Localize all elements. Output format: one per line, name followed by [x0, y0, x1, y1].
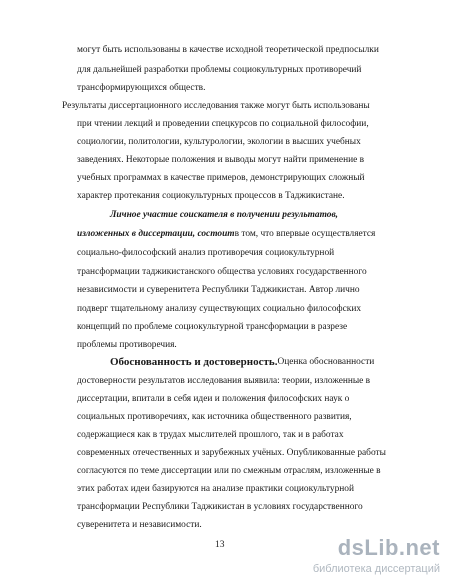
page-number: 13 [215, 540, 225, 550]
text-line: трансформирующихся обществ. [77, 83, 206, 93]
text-line: концепций по проблеме социокультурной трансформации в разрезе [77, 322, 348, 332]
text-line: этих работах идеи базируются на анализе практики социокультурной [77, 484, 354, 494]
watermark [300, 535, 450, 582]
text-line: социологии, политологии, культурологии, экологии в высших учебных [77, 137, 361, 147]
text-line: независимости и суверенитета Республики Таджикистан. Автор лично [77, 285, 360, 295]
watermark-logo: dsLib.net [337, 535, 440, 560]
validity-heading: Обоснованность и достоверность. [110, 356, 278, 368]
text-line: Результаты диссертационного исследования также могут быть использованы [62, 101, 370, 111]
text-line: характер протекания социокультурных процессов в Таджикистане. [77, 191, 345, 201]
text-line: для дальнейшей разработки проблемы социокультурных противоречий [77, 65, 362, 75]
text-line: могут быть использованы в качестве исходной теоретической предпосылки [77, 45, 379, 55]
text-line: трансформации таджикистанского общества условиях государственного [77, 267, 367, 277]
text-line: социально-философский анализ противоречия социокультурной [77, 248, 335, 258]
text-line: при чтении лекций и проведении спецкурсов по социальной философии, [77, 119, 369, 129]
text-line: заведениях. Некоторые положения и выводы могут найти применение в [77, 155, 365, 165]
text-line: социальных противоречиях, как источника общественного развития, [77, 412, 352, 422]
text-line: Обоснованность и достоверность. Оценка обоснованности [110, 356, 375, 368]
text-line: проблемы противоречия. [77, 340, 177, 350]
text-line: содержащиеся как в трудах мыслителей прошлого, так и в работах [77, 430, 344, 440]
text-line: изложенных в диссертации, состоит в том, что впервые осуществляется [77, 229, 376, 239]
text-line: суверенитета и независимости. [77, 520, 202, 530]
text-line: согласуются по теме диссертации или по смежным отраслям, изложенные в [77, 466, 381, 476]
watermark-subtitle: библиотека диссертаций [312, 563, 440, 575]
text-line: достоверности результатов исследования выявила: теории, изложенные в [77, 376, 371, 386]
text-line: учебных программах в качестве примеров, демонстрирующих сложный [77, 173, 365, 183]
contribution-lead-continued: изложенных в диссертации, состоит [77, 229, 235, 239]
text-line: трансформации Республики Таджикистан в условиях государственного [77, 502, 363, 512]
text-line: современных отечественных и зарубежных учёных. Опубликованные работы [77, 448, 386, 458]
text-line: подверг тщательному анализу существующих социально философских [77, 304, 362, 314]
contribution-lead: Личное участие соискателя в получении результатов, [110, 210, 338, 220]
text-line: диссертации, впитали в себя идеи и положения философских наук о [77, 394, 350, 404]
